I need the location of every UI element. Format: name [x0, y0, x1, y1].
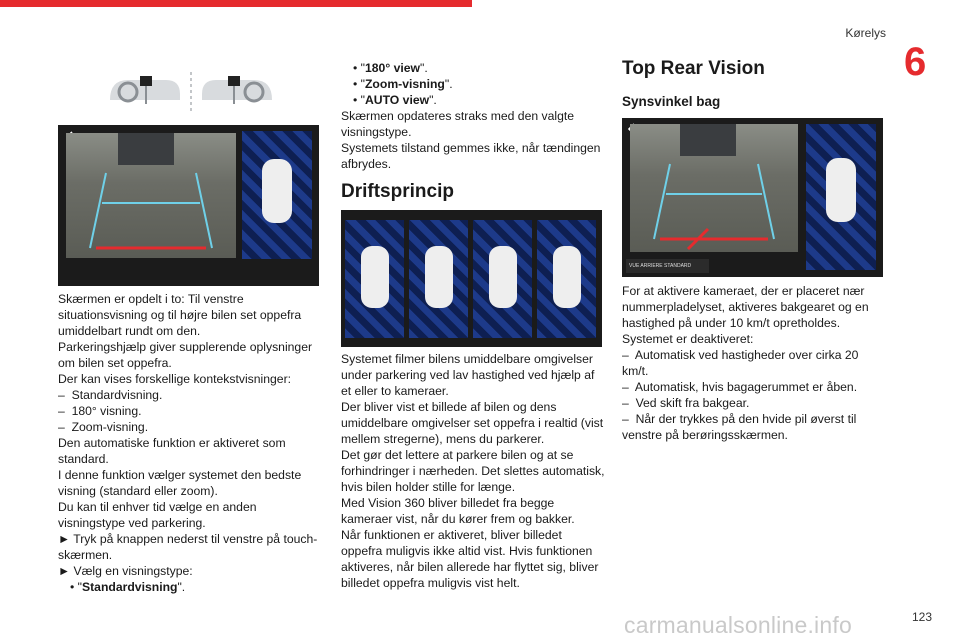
guide-lines [66, 133, 236, 258]
top-view-3 [473, 220, 532, 338]
view-item: – Zoom-visning. [58, 420, 149, 434]
deactivation-item: – Automatisk, hvis bagagerummet er åben. [622, 380, 858, 394]
col3-deactivated: Systemet er deaktiveret: [622, 332, 754, 346]
column-2-bottom [341, 351, 605, 591]
deactivation-item: – Ved skift fra bakgear. [622, 396, 750, 410]
camera-icon [228, 76, 240, 86]
view-mode-button[interactable]: VUE ARRIERE STANDARD [626, 259, 709, 273]
bullet-item: • "AUTO view". [353, 93, 437, 107]
chapter-number: 6 [904, 40, 927, 84]
heading-driftsprincip: Driftsprincip [341, 181, 454, 202]
car-topview-icon [826, 158, 856, 222]
right-dashboard [202, 76, 272, 104]
memory-text: Systemets tilstand gemmes ikke, når tændingen afbrydes. [341, 141, 601, 171]
guide-lines [630, 124, 798, 252]
top-view-4 [537, 220, 596, 338]
select-text: I denne funktion vælger systemet den bedste visning (standard eller zoom). [58, 468, 302, 498]
car-topview-icon [425, 246, 453, 308]
column-3 [622, 283, 886, 443]
rear-vision-figure [622, 118, 883, 277]
heading-top-rear-vision: Top Rear Vision [622, 58, 765, 79]
car-topview-icon [262, 159, 292, 223]
bullet-item: • "Zoom-visning". [353, 77, 453, 91]
rear-camera-view [630, 124, 798, 252]
view-item: – Standardvisning. [58, 388, 163, 402]
deactivation-item: – Automatisk ved hastigheder over cirka 20 km/t. [622, 348, 859, 378]
camera-icon [140, 76, 152, 86]
col3-intro: For at aktivere kameraet, der er placeret nær nummerpladelyset, aktiveres bakgearet og en hastighed på under 10 km/t opretholdes. [622, 284, 869, 330]
view-item: – 180° visning. [58, 404, 142, 418]
rear-camera-view [66, 133, 236, 258]
update-text: Skærmen opdateres straks med den valgte visningstype. [341, 109, 575, 139]
top-view-panel [806, 124, 876, 270]
col1-paragraph: Parkeringshjælp giver supplerende oplysninger om bilen set oppefra. [58, 340, 313, 370]
car-topview-icon [553, 246, 581, 308]
left-dashboard [110, 76, 180, 104]
col2-paragraph: Med Vision 360 bliver billedet fra begge kameraer vist, når du kører frem og bakker. [341, 496, 575, 526]
top-view-panel [242, 131, 312, 259]
col2-paragraph: Det gør det lettere at parkere bilen og at se forhindringer i nærheden. Det slettes automatisk, hvis bilen holder stille for længe. [341, 448, 605, 494]
step-2: ► Vælg en visningstype: [58, 564, 193, 578]
split-screen-figure [58, 125, 319, 286]
step-1: ► Tryk på knappen nederst til venstre på touch-skærmen. [58, 532, 318, 562]
page-number: 123 [911, 610, 932, 624]
bullet-item: • "Standardvisning". [70, 580, 186, 594]
car-topview-icon [361, 246, 389, 308]
dashboard-illustration [108, 72, 274, 114]
col2-paragraph: Systemet filmer bilens umiddelbare omgivelser under parkering ved lav hastighed ved hjælp af et eller to kameraer. [341, 352, 595, 398]
column-2-top [341, 60, 603, 172]
col2-paragraph: Der bliver vist et billede af bilen og dens umiddelbare omgivelser set oppefra i realtid (vist mellem stregerne), mens du parkerer. [341, 400, 604, 446]
car-topview-icon [489, 246, 517, 308]
deactivation-item: – Når der trykkes på den hvide pil øverst til venstre på berøringsskærmen. [622, 412, 857, 442]
bullet-item: • "180° view". [353, 61, 428, 75]
change-text: Du kan til enhver tid vælge en anden visningstype ved parkering. [58, 500, 257, 530]
section-title: Kørelys [845, 26, 886, 40]
column-1 [58, 291, 320, 595]
col1-paragraph: Der kan vises forskellige kontekstvisninger: [58, 372, 292, 386]
subheading-synsvinkel-bag: Synsvinkel bag [622, 94, 721, 109]
col1-paragraph: Skærmen er opdelt i to: Til venstre situationsvisning og til højre bilen set oppefra umiddelbart rundt om den. [58, 292, 302, 338]
four-views-figure [341, 210, 602, 347]
col2-paragraph: Når funktionen er aktiveret, bliver billedet oppefra muligvis ikke altid vist. Hvis funktionen aktiveres, når bilen allerede har flyttet sig, bliver billedet oppefra muligvis vist helt. [341, 528, 599, 590]
top-accent-bar [0, 0, 472, 7]
top-view-1 [345, 220, 404, 338]
watermark: carmanualsonline.info [624, 612, 852, 638]
auto-text: Den automatiske funktion er aktiveret som standard. [58, 436, 286, 466]
top-view-2 [409, 220, 468, 338]
